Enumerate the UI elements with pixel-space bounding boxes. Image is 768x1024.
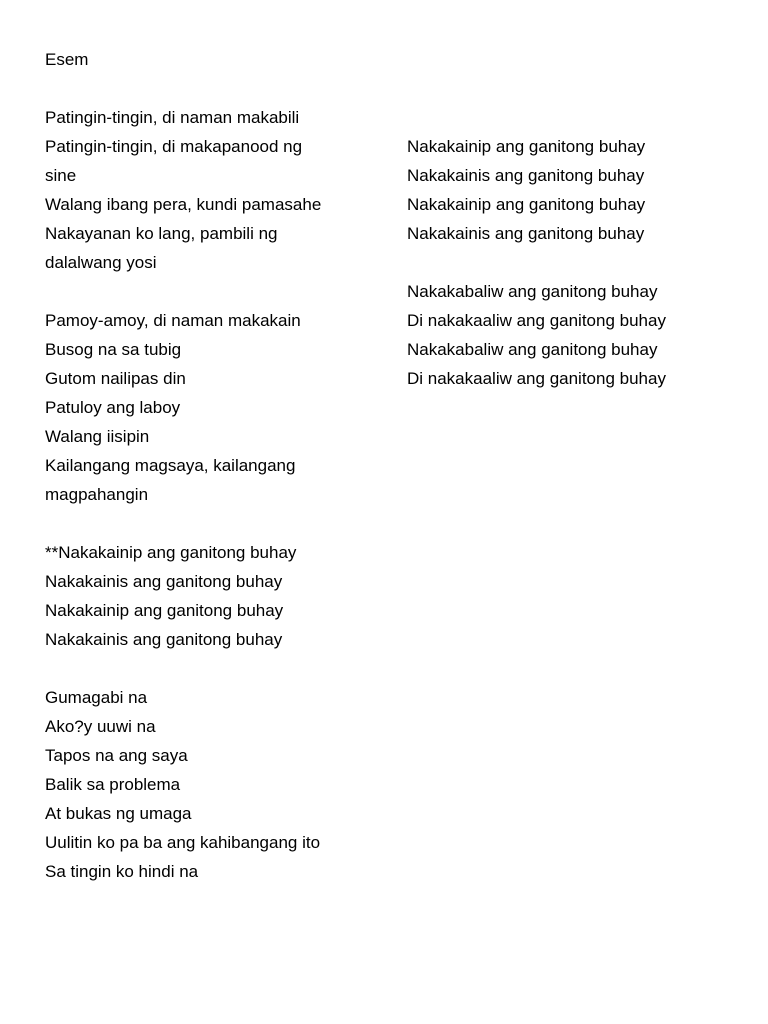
lyric-line: Gutom nailipas din [45, 369, 186, 388]
lyric-line: Di nakakaaliw ang ganitong buhay [407, 311, 666, 330]
lyric-line: Nakakainis ang ganitong buhay [407, 166, 645, 185]
lyric-line: Ako?y uuwi na [45, 717, 156, 736]
lyric-line: Walang iisipin [45, 427, 150, 446]
lyric-line: Walang ibang pera, kundi pamasahe [45, 195, 322, 214]
lyric-line: Uulitin ko pa ba ang kahibangang ito [45, 833, 321, 852]
song-title: Esem [45, 50, 89, 69]
spacer [407, 248, 737, 277]
right-stanza-2 [407, 277, 737, 393]
lyric-line: magpahangin [45, 485, 149, 504]
lyric-line: Patingin-tingin, di naman makabili [45, 108, 300, 127]
lyric-line: Tapos na ang saya [45, 746, 188, 765]
lyric-line: Sa tingin ko hindi na [45, 862, 199, 881]
lyric-line: Nakayanan ko lang, pambili ng [45, 224, 278, 243]
spacer [45, 654, 365, 683]
spacer [45, 277, 365, 306]
lyric-line: Patuloy ang laboy [45, 398, 181, 417]
lyric-line: Balik sa problema [45, 775, 181, 794]
lyric-line: Patingin-tingin, di makapanood ng [45, 137, 303, 156]
lyric-line: Nakakainis ang ganitong buhay [45, 630, 283, 649]
lyric-line: Nakakabaliw ang ganitong buhay [407, 340, 658, 359]
right-column [407, 132, 737, 393]
right-stanza-1 [407, 132, 737, 248]
left-column [45, 45, 365, 886]
lyric-line: Nakakainis ang ganitong buhay [45, 572, 283, 591]
lyric-line: Nakakainip ang ganitong buhay [407, 195, 646, 214]
lyric-line: **Nakakainip ang ganitong buhay [45, 543, 297, 562]
lyric-line: sine [45, 166, 77, 185]
lyric-line: Di nakakaaliw ang ganitong buhay [407, 369, 666, 388]
spacer [45, 509, 365, 538]
lyric-line: Gumagabi na [45, 688, 148, 707]
stanza-4 [45, 683, 365, 886]
lyric-line: Nakakainis ang ganitong buhay [407, 224, 645, 243]
stanza-1 [45, 103, 365, 277]
lyric-line: Pamoy-amoy, di naman makakain [45, 311, 301, 330]
spacer [45, 74, 365, 103]
lyric-line: Nakakainip ang ganitong buhay [45, 601, 284, 620]
lyric-line: Kailangang magsaya, kailangang [45, 456, 296, 475]
lyric-line: Busog na sa tubig [45, 340, 182, 359]
lyric-line: At bukas ng umaga [45, 804, 192, 823]
stanza-3-chorus [45, 538, 365, 654]
lyric-line: Nakakabaliw ang ganitong buhay [407, 282, 658, 301]
lyric-line: Nakakainip ang ganitong buhay [407, 137, 646, 156]
lyric-line: dalalwang yosi [45, 253, 157, 272]
stanza-2 [45, 306, 365, 509]
